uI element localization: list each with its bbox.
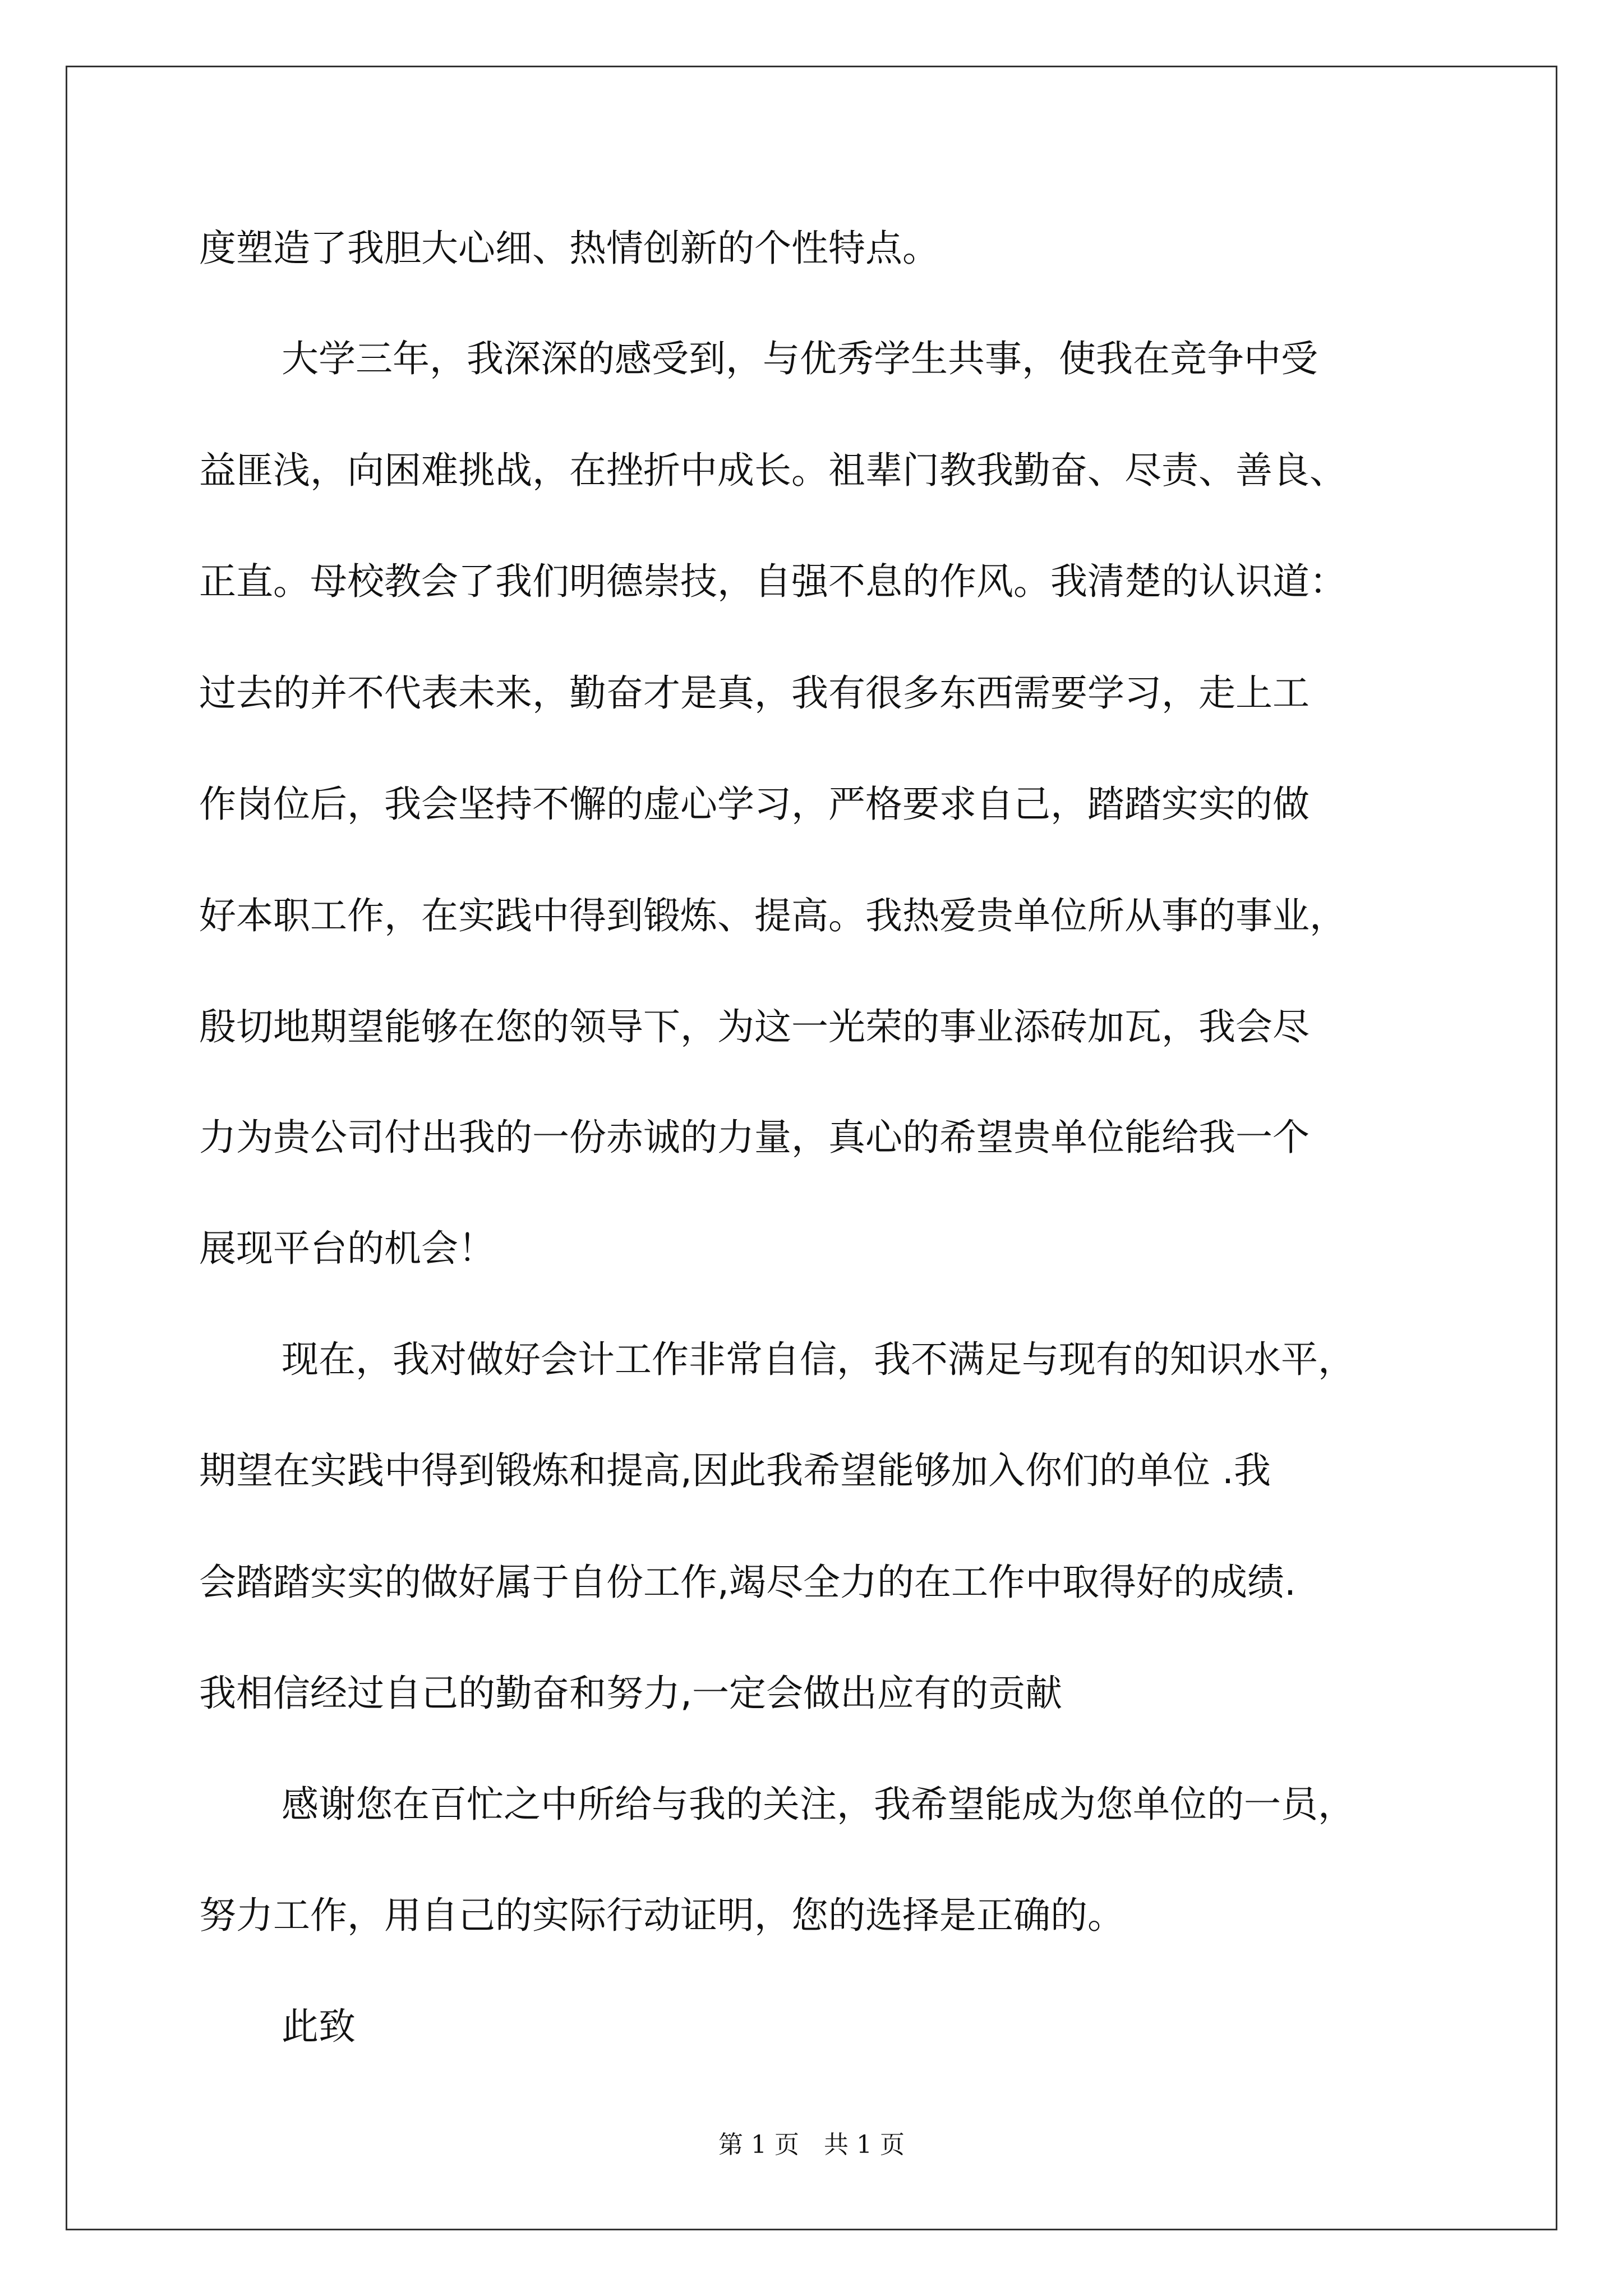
body-line-1: 度塑造了我胆大心细、热情创新的个性特点。 xyxy=(199,227,939,270)
paragraph-2-line-2: 益匪浅，向困难挑战，在挫折中成长。祖辈门教我勤奋、尽责、善良、 xyxy=(199,449,1347,492)
paragraph-4-line-2: 努力工作，用自己的实际行动证明，您的选择是正确的。 xyxy=(199,1894,1124,1937)
paragraph-3-line-2: 期望在实践中得到锻炼和提高,因此我希望能够加入你们的单位 .我 xyxy=(199,1449,1271,1492)
paragraph-2-line-7: 殷切地期望能够在您的领导下，为这一光荣的事业添砖加瓦，我会尽 xyxy=(199,1005,1310,1048)
paragraph-3-line-1: 现在，我对做好会计工作非常自信，我不满足与现有的知识水平， xyxy=(282,1338,1355,1381)
paragraph-2-line-1: 大学三年，我深深的感受到，与优秀学生共事，使我在竞争中受 xyxy=(282,337,1318,380)
page-number-footer: 第 1 页 共 1 页 xyxy=(718,2131,905,2159)
paragraph-2-line-6: 好本职工作，在实践中得到锻炼、提高。我热爱贵单位所从事的事业， xyxy=(199,894,1347,937)
paragraph-2-line-8: 力为贵公司付出我的一份赤诚的力量，真心的希望贵单位能给我一个 xyxy=(199,1116,1310,1159)
paragraph-2-line-3: 正直。母校教会了我们明德崇技，自强不息的作风。我清楚的认识道： xyxy=(199,560,1347,603)
paragraph-3-line-3: 会踏踏实实的做好属于自份工作,竭尽全力的在工作中取得好的成绩. xyxy=(199,1561,1296,1604)
paragraph-2-line-5: 作岗位后，我会坚持不懈的虚心学习，严格要求自己，踏踏实实的做 xyxy=(199,783,1310,826)
paragraph-2-line-9: 展现平台的机会！ xyxy=(199,1227,495,1270)
paragraph-2-line-4: 过去的并不代表未来，勤奋才是真，我有很多东西需要学习，走上工 xyxy=(199,671,1310,715)
paragraph-3-line-4: 我相信经过自己的勤奋和努力,一定会做出应有的贡献 xyxy=(199,1672,1062,1715)
closing-salutation: 此致 xyxy=(282,2005,356,2048)
paragraph-4-line-1: 感谢您在百忙之中所给与我的关注，我希望能成为您单位的一员， xyxy=(282,1783,1355,1826)
